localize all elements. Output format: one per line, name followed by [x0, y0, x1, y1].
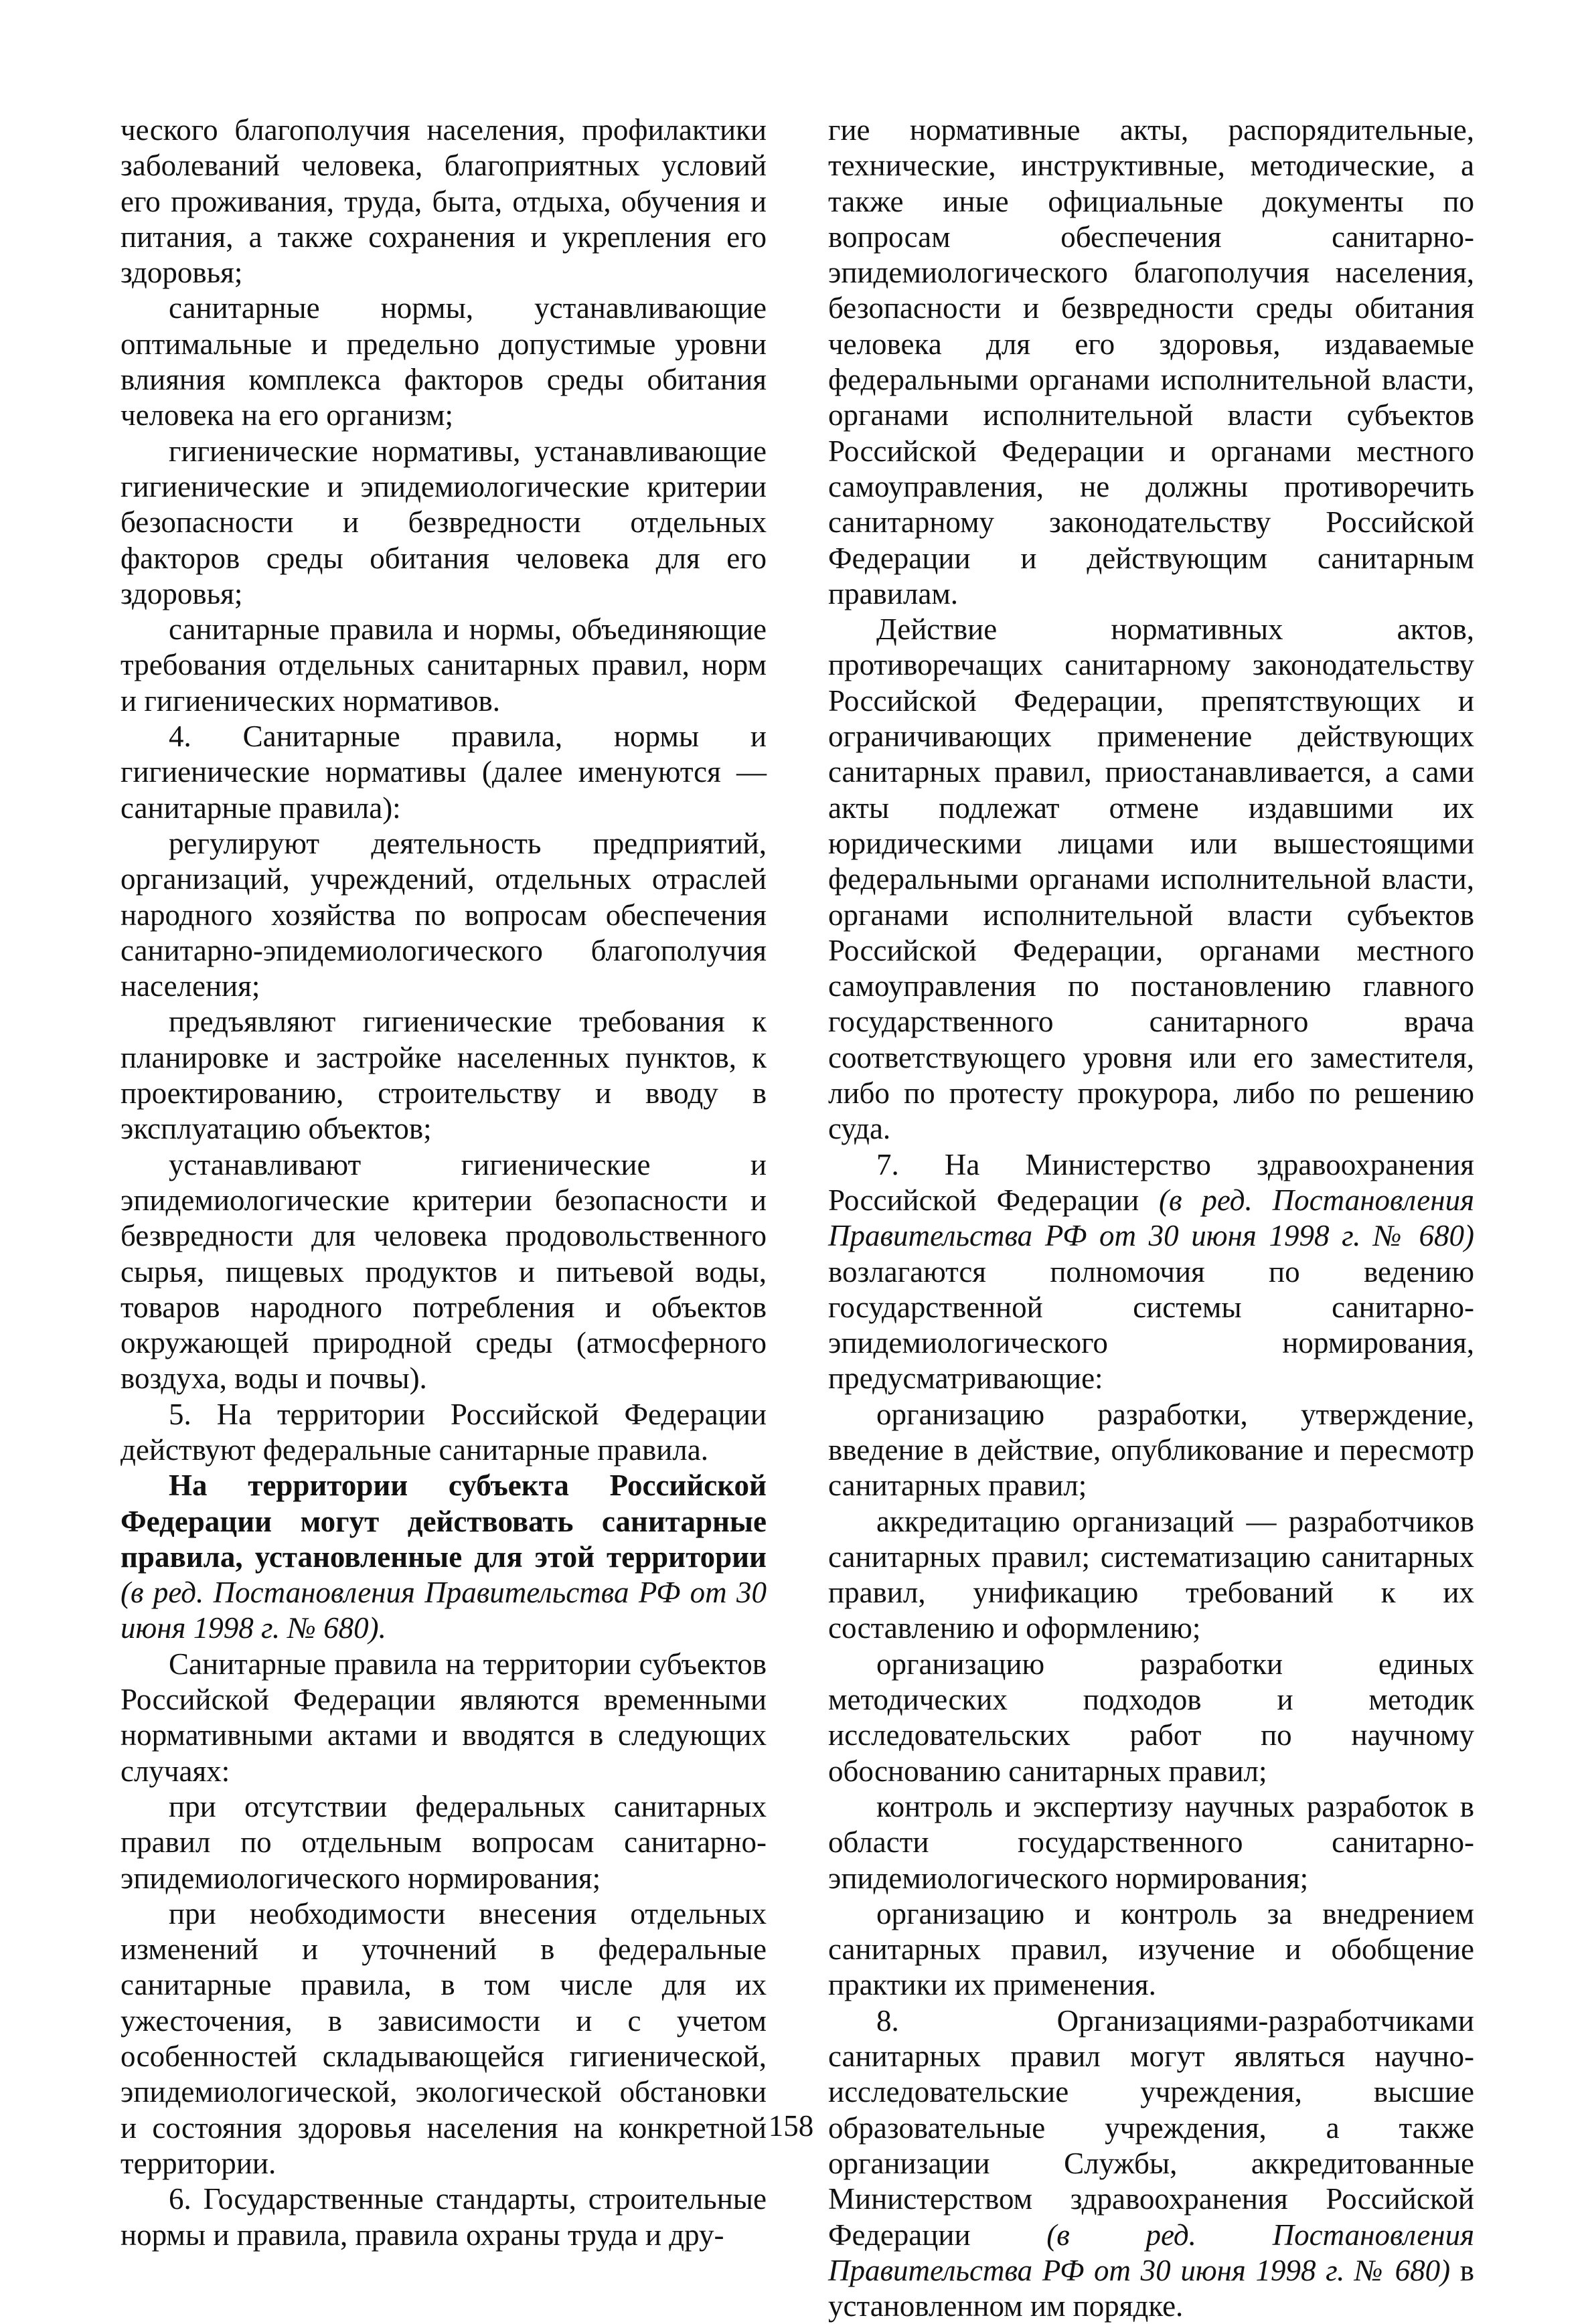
paragraph-text: 7. На Министерство здравоохранения Российской Федерации: [828, 1147, 1474, 1217]
paragraph: при отсутствии федеральных санитарных правил по отдельным вопросам санитарно-эпидемиологического нормирования;: [121, 1789, 767, 1895]
paragraph: санитарные правила и нормы, объединяющие требования отдельных санитарных правил, норм и гигиенических нормативов.: [121, 612, 767, 718]
paragraph: устанавливают гигиенические и эпидемиологические критерии безопасности и безвредности для человека продовольственного сырья, пищевых продуктов и питьевой воды, товаров народного потребления и объектов окружающей природной среды (атмосферного воздуха, воды и почвы).: [121, 1147, 767, 1396]
paragraph: санитарные нормы, устанавливающие оптимальные и предельно допустимые уровни влияния комплекса факторов среды обитания человека на его организм;: [121, 291, 767, 432]
paragraph: ческого благополучия населения, профилактики заболеваний человека, благоприятных условий его проживания, труда, быта, отдыха, обучения и питания, а также сохранения и укрепления его здоровья;: [121, 113, 767, 290]
paragraph-amended: [121, 1468, 767, 1646]
left-column: [121, 112, 767, 2253]
paragraph: гигиенические нормативы, устанавливающие гигиенические и эпидемиологические критерии безопасности и безвредности отдельных факторов среды обитания человека для его здоровья;: [121, 434, 767, 610]
paragraph: аккредитацию организаций — разработчиков санитарных правил; систематизацию санитарных правил, унификацию требований к их составлению и оформлению;: [828, 1504, 1474, 1645]
paragraph: гие нормативные акты, распорядительные, технические, инструктивные, методические, а также иные официальные документы по вопросам обеспечения санитарно-эпидемиологического благополучия населения, безопасности и безвредности среды обитания человека для его здоровья, издаваемые федеральными органами исполнительной власти, органами исполнительной власти субъектов Российской Федерации и органами местного самоуправления, не должны противоречить санитарному законодательству Российской Федерации и действующим санитарным правилам.: [828, 113, 1474, 610]
amendment-note: (в ред. Постановления Правительства РФ от 30 июня 1998 г. № 680): [828, 2218, 1474, 2287]
paragraph-amended: [828, 1147, 1474, 1397]
paragraph-text: 8. Организациями-разработчиками санитарных правил могут являться научно-исследовательские учреждения, высшие образовательные учреждения, а также организации Службы, аккредитованные Министерством здравоохранения Российской Федерации: [828, 2003, 1474, 2252]
paragraph-text: возлагаются полномочия по ведению государственной системы санитарно-эпидемиологического нормирования, предусматривающие:: [828, 1254, 1474, 1396]
paragraph: 5. На территории Российской Федерации действуют федеральные санитарные правила.: [121, 1397, 767, 1467]
right-column: [828, 112, 1474, 2324]
amendment-note: (в ред. Постановления Правительства РФ от 30 июня 1998 г. № 680).: [121, 1576, 767, 1645]
paragraph: предъявляют гигиенические требования к планировке и застройке населенных пунктов, к проектированию, строительству и вводу в эксплуатацию объектов;: [121, 1005, 767, 1146]
amendment-note: (в ред. Постановления Правительства РФ от 30 июня 1998 г. № 680): [828, 1183, 1475, 1253]
paragraph: организацию и контроль за внедрением санитарных правил, изучение и обобщение практики их применения.: [828, 1896, 1474, 2002]
paragraph: 4. Санитарные правила, нормы и гигиенические нормативы (далее именуются — санитарные правила):: [121, 720, 767, 825]
paragraph: Санитарные правила на территории субъектов Российской Федерации являются временными нормативными актами и вводятся в следующих случаях:: [121, 1647, 767, 1788]
paragraph: контроль и экспертизу научных разработок в области государственного санитарно-эпидемиологического нормирования;: [828, 1789, 1474, 1895]
paragraph: при необходимости внесения отдельных изменений и уточнений в федеральные санитарные правила, в том числе для их ужесточения, в зависимости и с учетом особенностей складывающейся гигиенической, эпидемиологической, экологической обстановки и состояния здоровья населения на конкретной территории.: [121, 1896, 767, 2180]
paragraph: 6. Государственные стандарты, строительные нормы и правила, правила охраны труда и дру-: [121, 2182, 767, 2252]
paragraph-text: в установленном им порядке.: [828, 2253, 1475, 2323]
paragraph: регулируют деятельность предприятий, организаций, учреждений, отдельных отраслей народного хозяйства по вопросам обеспечения санитарно-эпидемиологического благополучия населения;: [121, 826, 767, 1003]
paragraph: Действие нормативных актов, противоречащих санитарному законодательству Российской Федерации, препятствующих и ограничивающих применение действующих санитарных правил, приостанавливается, а сами акты подлежат отмене издавшими их юридическими лицами или вышестоящими федеральными органами исполнительной власти, органами исполнительной власти субъектов Российской Федерации, органами местного самоуправления по постановлению главного государственного санитарного врача соответствующего уровня или его заместителя, либо по протесту прокурора, либо по решению суда.: [828, 612, 1474, 1146]
paragraph: организацию разработки единых методических подходов и методик исследовательских работ по научному обоснованию санитарных правил;: [828, 1647, 1474, 1788]
paragraph-amended: [828, 2003, 1474, 2324]
page-number: 158: [768, 2109, 814, 2143]
bold-text: На территории субъекта Российской Федерации могут действовать санитарные правила, установленные для этой территории: [121, 1469, 767, 1574]
paragraph: организацию разработки, утверждение, введение в действие, опубликование и пересмотр санитарных правил;: [828, 1397, 1474, 1503]
